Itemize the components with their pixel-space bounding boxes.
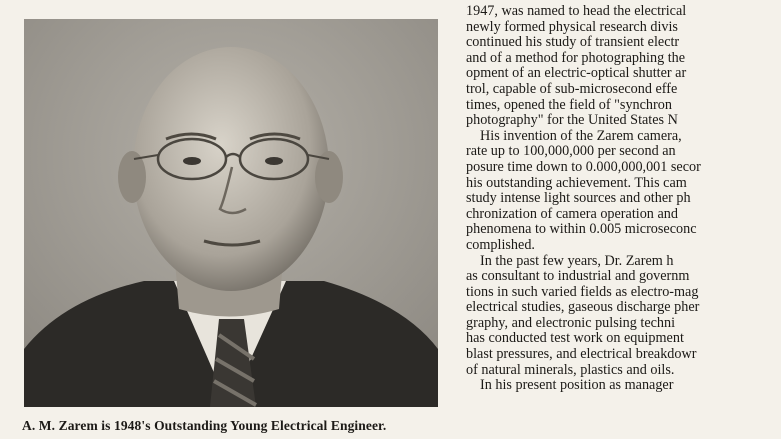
article-line: photography" for the United States N [466, 112, 678, 129]
article-line: study intense light sources and other ph [466, 190, 691, 207]
article-line: of natural minerals, plastics and oils. [466, 361, 675, 378]
article-line: 1947, was named to head the electrical [466, 3, 687, 19]
article-line: His invention of the Zarem camera, [480, 127, 682, 144]
portrait-image [24, 19, 438, 407]
article-line: tions in such varied fields as electro-mag [466, 283, 699, 300]
article-line: times, opened the field of "synchron [466, 96, 672, 113]
article-line: In his present position as manager [480, 377, 674, 394]
article-line: complished. [466, 236, 535, 253]
article-line: as consultant to industrial and governm [466, 268, 690, 285]
article-line: has conducted test work on equipment [466, 330, 684, 347]
article-line: chronization of camera operation and [466, 205, 678, 222]
article-line: continued his study of transient electr [466, 34, 680, 51]
article-line: opment of an electric-optical shutter ar [466, 65, 687, 82]
article-line: trol, capable of sub-microsecond effe [466, 80, 678, 97]
article-line: newly formed physical research divis [466, 18, 678, 35]
article-line: posure time down to 0.000,000,001 secor [466, 158, 701, 175]
article-line: blast pressures, and electrical breakdowr [466, 346, 697, 363]
article-line: phenomena to within 0.005 microseconc [466, 221, 697, 238]
figure-caption: A. M. Zarem is 1948's Outstanding Young Electrical Engineer. [22, 418, 387, 433]
article-column [466, 4, 781, 394]
article-line: In the past few years, Dr. Zarem h [480, 252, 674, 269]
article-line: electrical studies, gaseous discharge pher [466, 299, 700, 316]
article-line: graphy, and electronic pulsing techni [466, 314, 676, 331]
article-line: his outstanding achievement. This cam [466, 174, 687, 191]
portrait-photo [24, 19, 438, 407]
article-line: and of a method for photographing the [466, 49, 686, 66]
article-line: rate up to 100,000,000 per second an [466, 143, 676, 160]
